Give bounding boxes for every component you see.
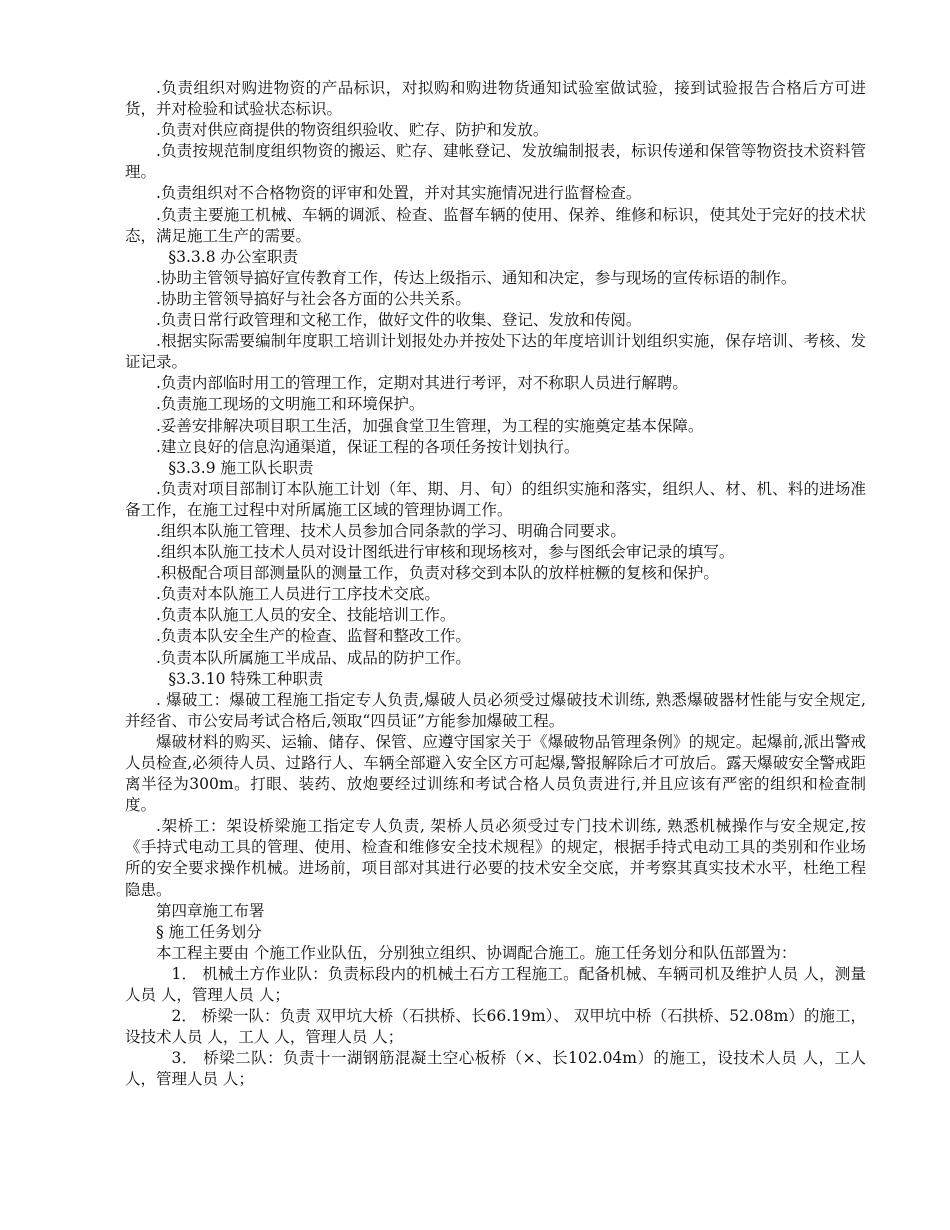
paragraph: .妥善安排解决项目职工生活，加强食堂卫生管理，为工程的实施奠定基本保障。: [156, 416, 704, 435]
document-body: [125, 78, 866, 1091]
paragraph: .协助主管领导搞好宣传教育工作，传达上级指示、通知和决定，参与现场的宣传标语的制作。: [156, 268, 797, 287]
paragraph: .架桥工：架设桥梁施工指定专人负责, 架桥人员必须受过专门技术训练, 熟悉机械操作与安全规定,按 《手持式电动工具的管理、使用、检查和维修安全技术规程》的规定，根据手持式电动工具的类别和作业场所的安全要求操作机械。进场前，项目部对其进行必要的技术安全交底，并考察其真实技术水平，杜绝工程隐患。: [125, 817, 866, 899]
paragraph: § 施工任务划分: [156, 922, 262, 941]
paragraph: . 爆破工：爆破工程施工指定专人负责,爆破人员必须受过爆破技术训练, 熟悉爆破器材性能与安全规定,并经省、市公安局考试合格后,领取“四员证”方能参加爆破工程。: [125, 690, 866, 730]
list-item: 1． 机械土方作业队：负责标段内的机械土石方工程施工。配备机械、车辆司机及维护人员 人，测量人员 人，管理人员 人；: [125, 964, 866, 1005]
section-heading: §3.3.9 施工队长职责: [168, 458, 314, 477]
paragraph: .根据实际需要编制年度职工培训计划报处办并按处下达的年度培训计划组织实施，保存培训、考核、发证记录。: [125, 332, 866, 372]
list-item: 2． 桥梁一队：负责 双甲坑大桥（石拱桥、长66.19m）、 双甲坑中桥（石拱桥、52.08m）的施工，设技术人员 人，工人 人，管理人员 人；: [125, 1007, 866, 1047]
paragraph: .负责组织对购进物资的产品标识，对拟购和购进物货通知试验室做试验，接到试验报告合格后方可进货，并对检验和试验状态标识。: [125, 79, 866, 119]
paragraph: .负责施工现场的文明施工和环境保护。: [156, 395, 425, 414]
paragraph: .组织本队施工管理、技术人员参加合同条款的学习、明确合同要求。: [156, 521, 626, 540]
paragraph: .负责按规范制度组织物资的搬运、贮存、建帐登记、发放编制报表，标识传递和保管等物资技术资料管理。: [125, 142, 866, 182]
paragraph: .负责本队所属施工半成品、成品的防护工作。: [156, 648, 471, 667]
list-item: 3． 桥梁二队：负责十一湖钢筋混凝土空心板桥（×、长102.04m）的施工，设技术人员 人，工人 人，管理人员 人；: [125, 1049, 866, 1089]
paragraph: .积极配合项目部测量队的测量工作，负责对移交到本队的放样桩橛的复核和保护。: [156, 564, 719, 583]
section-heading: §3.3.8 办公室职责: [168, 247, 299, 266]
paragraph: .建立良好的信息沟通渠道，保证工程的各项任务按计划执行。: [156, 437, 580, 456]
paragraph: 第四章施工布署: [156, 901, 265, 920]
paragraph: .负责本队安全生产的检查、监督和整改工作。: [156, 627, 471, 646]
paragraph: .负责组织对不合格物资的评审和处置，并对其实施情况进行监督检查。: [156, 184, 642, 203]
paragraph: .负责内部临时用工的管理工作，定期对其进行考评，对不称职人员进行解聘。: [156, 374, 688, 393]
paragraph: .负责对项目部制订本队施工计划（年、期、月、旬）的组织实施和落实，组织人、材、机、料的进场准备工作，在施工过程中对所属施工区域的管理协调工作。: [125, 479, 866, 519]
paragraph: 爆破材料的购买、运输、储存、保管、应遵守国家关于《爆破物品管理条例》的规定。起爆前,派出警戒人员检查,必须待人员、过路行人、车辆全部避入安全区方可起爆,警报解除后才可放后。露天爆破安全警戒距离半径为300m。打眼、装药、放炮要经过训练和考试合格人员负责进行,并且应该有严密的组织和检查制度。: [125, 732, 866, 815]
paragraph: .协助主管领导搞好与社会各方面的公共关系。: [156, 289, 471, 308]
paragraph: .负责本队施工人员的安全、技能培训工作。: [156, 606, 456, 625]
paragraph: .负责对本队施工人员进行工序技术交底。: [156, 585, 440, 604]
paragraph: .负责对供应商提供的物资组织验收、贮存、防护和发放。: [156, 121, 549, 140]
paragraph: .负责日常行政管理和文秘工作，做好文件的收集、登记、发放和传阅。: [156, 311, 642, 330]
paragraph: 本工程主要由 个施工作业队伍，分别独立组织、协调配合施工。施工任务划分和队伍部置为：: [156, 943, 797, 962]
paragraph: .负责主要施工机械、车辆的调派、检查、监督车辆的使用、保养、维修和标识，使其处于完好的技术状态，满足施工生产的需要。: [125, 205, 866, 245]
section-heading: §3.3.10 特殊工种职责: [168, 669, 324, 688]
paragraph: .组织本队施工技术人员对设计图纸进行审核和现场核对，参与图纸会审记录的填写。: [156, 543, 735, 562]
